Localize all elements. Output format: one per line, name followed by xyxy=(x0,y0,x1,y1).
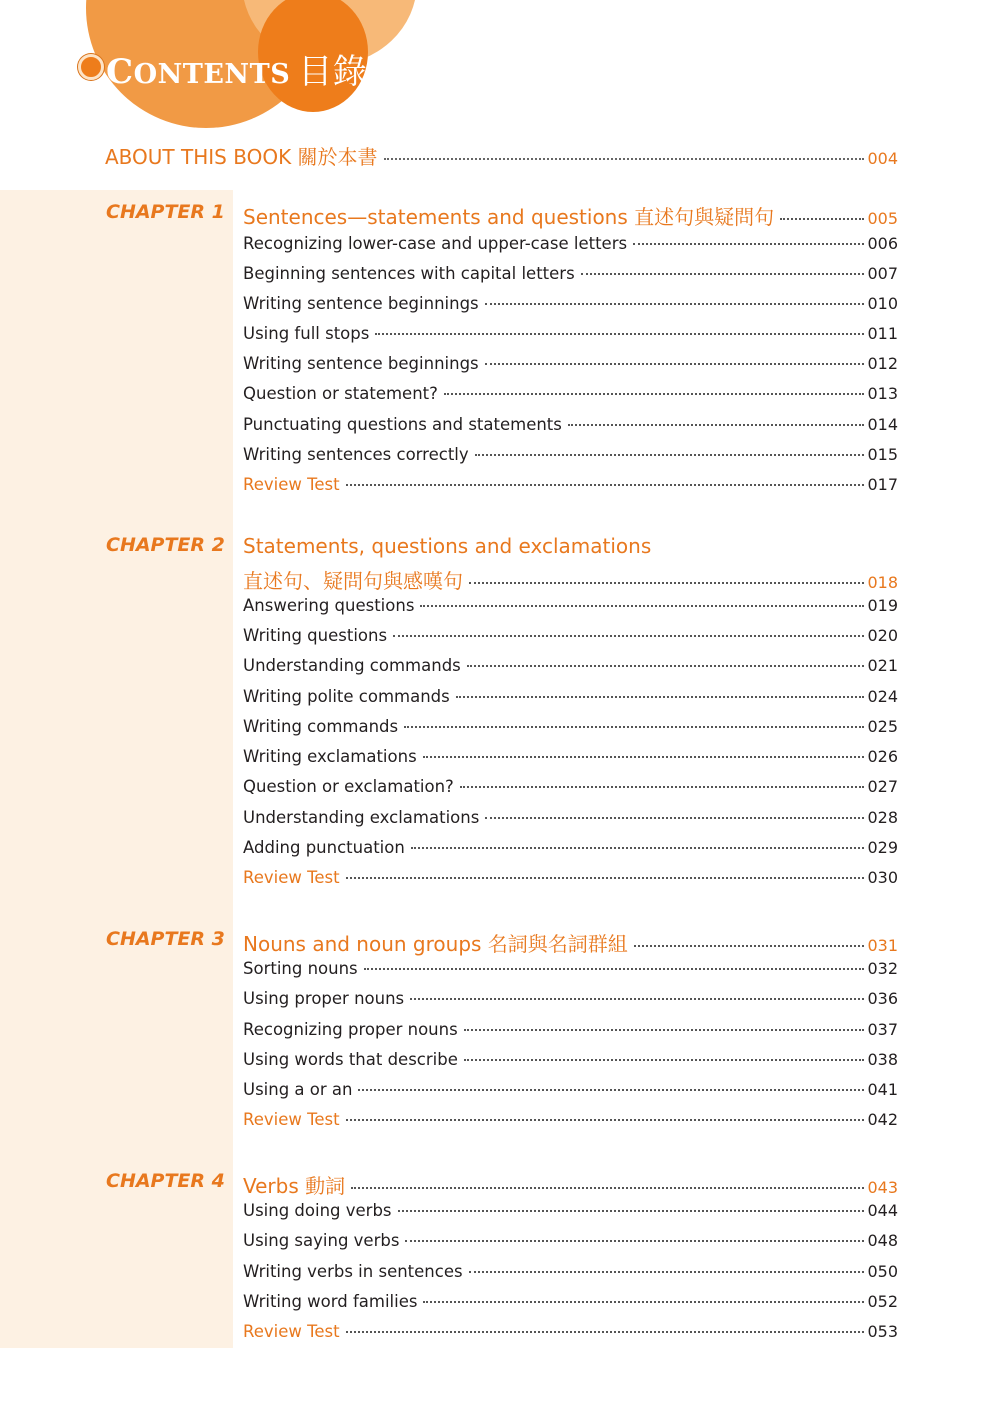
chapter-1-heading[interactable]: Sentences—statements and questions 直述句與疑問句 005 xyxy=(243,205,898,229)
toc-entry-review-test[interactable]: Review Test 042 xyxy=(243,1110,898,1129)
toc-about-entry[interactable] xyxy=(105,141,898,170)
chapter-1-label: CHAPTER 1 xyxy=(106,201,225,223)
toc-entry[interactable]: Using saying verbs 048 xyxy=(243,1231,898,1250)
toc-entry[interactable]: Writing sentence beginnings 012 xyxy=(243,354,898,373)
chapter-4-label: CHAPTER 4 xyxy=(106,1170,225,1192)
toc-entry[interactable]: Writing polite commands 024 xyxy=(243,687,898,706)
toc-entry[interactable]: Writing sentence beginnings 010 xyxy=(243,294,898,313)
chapter-4-heading[interactable]: Verbs 動詞 043 xyxy=(243,1174,898,1198)
toc-entry-review-test[interactable]: Review Test 017 xyxy=(243,475,898,494)
toc-about-title: ABOUT THIS BOOK 關於本書 xyxy=(105,145,378,169)
toc-entry[interactable]: Beginning sentences with capital letters 007 xyxy=(243,264,898,283)
toc-entry[interactable]: Using a or an 041 xyxy=(243,1080,898,1099)
dot-leader xyxy=(384,158,865,160)
dot-leader xyxy=(780,218,864,220)
toc-entry[interactable]: Writing questions 020 xyxy=(243,626,898,645)
toc-entry[interactable]: Recognizing lower-case and upper-case letters 006 xyxy=(243,234,898,253)
toc-entry[interactable]: Adding punctuation 029 xyxy=(243,838,898,857)
toc-entry[interactable]: Writing commands 025 xyxy=(243,717,898,736)
toc-entry[interactable]: Using full stops 011 xyxy=(243,324,898,343)
toc-entry[interactable]: Using proper nouns 036 xyxy=(243,989,898,1008)
dot-leader xyxy=(351,1187,864,1189)
dot-leader xyxy=(469,582,864,584)
toc-about-page: 004 xyxy=(867,149,898,168)
chapter-3-label: CHAPTER 3 xyxy=(106,928,225,950)
toc-entry[interactable]: Punctuating questions and statements 014 xyxy=(243,415,898,434)
toc-entry-review-test[interactable]: Review Test 030 xyxy=(243,868,898,887)
dot-leader xyxy=(634,945,865,947)
toc-entry[interactable]: Writing verbs in sentences 050 xyxy=(243,1262,898,1281)
toc-entry[interactable]: Writing exclamations 026 xyxy=(243,747,898,766)
chapter-2-heading-line1: Statements, questions and exclamations xyxy=(243,534,652,558)
toc-entry[interactable]: Writing sentences correctly 015 xyxy=(243,445,898,464)
toc-entry[interactable]: Answering questions 019 xyxy=(243,596,898,615)
toc-entry[interactable]: Sorting nouns 032 xyxy=(243,959,898,978)
title-bullet-icon xyxy=(78,54,104,80)
toc-entry[interactable]: Question or exclamation? 027 xyxy=(243,777,898,796)
chapter-3-heading[interactable]: Nouns and noun groups 名詞與名詞群組 031 xyxy=(243,932,898,956)
toc-entry[interactable]: Using words that describe 038 xyxy=(243,1050,898,1069)
chapter-2-label: CHAPTER 2 xyxy=(106,534,225,556)
toc-entry[interactable]: Question or statement? 013 xyxy=(243,384,898,403)
toc-entry[interactable]: Understanding commands 021 xyxy=(243,656,898,675)
toc-entry-review-test[interactable]: Review Test 053 xyxy=(243,1322,898,1341)
toc-entry[interactable]: Writing word families 052 xyxy=(243,1292,898,1311)
chapter-2-heading[interactable]: 直述句、疑問句與感嘆句 018 xyxy=(243,569,898,593)
toc-entry[interactable]: Understanding exclamations 028 xyxy=(243,808,898,827)
toc-entry[interactable]: Using doing verbs 044 xyxy=(243,1201,898,1220)
page-title: CONTENTS 目錄 xyxy=(106,52,368,92)
toc-entry[interactable]: Recognizing proper nouns 037 xyxy=(243,1020,898,1039)
